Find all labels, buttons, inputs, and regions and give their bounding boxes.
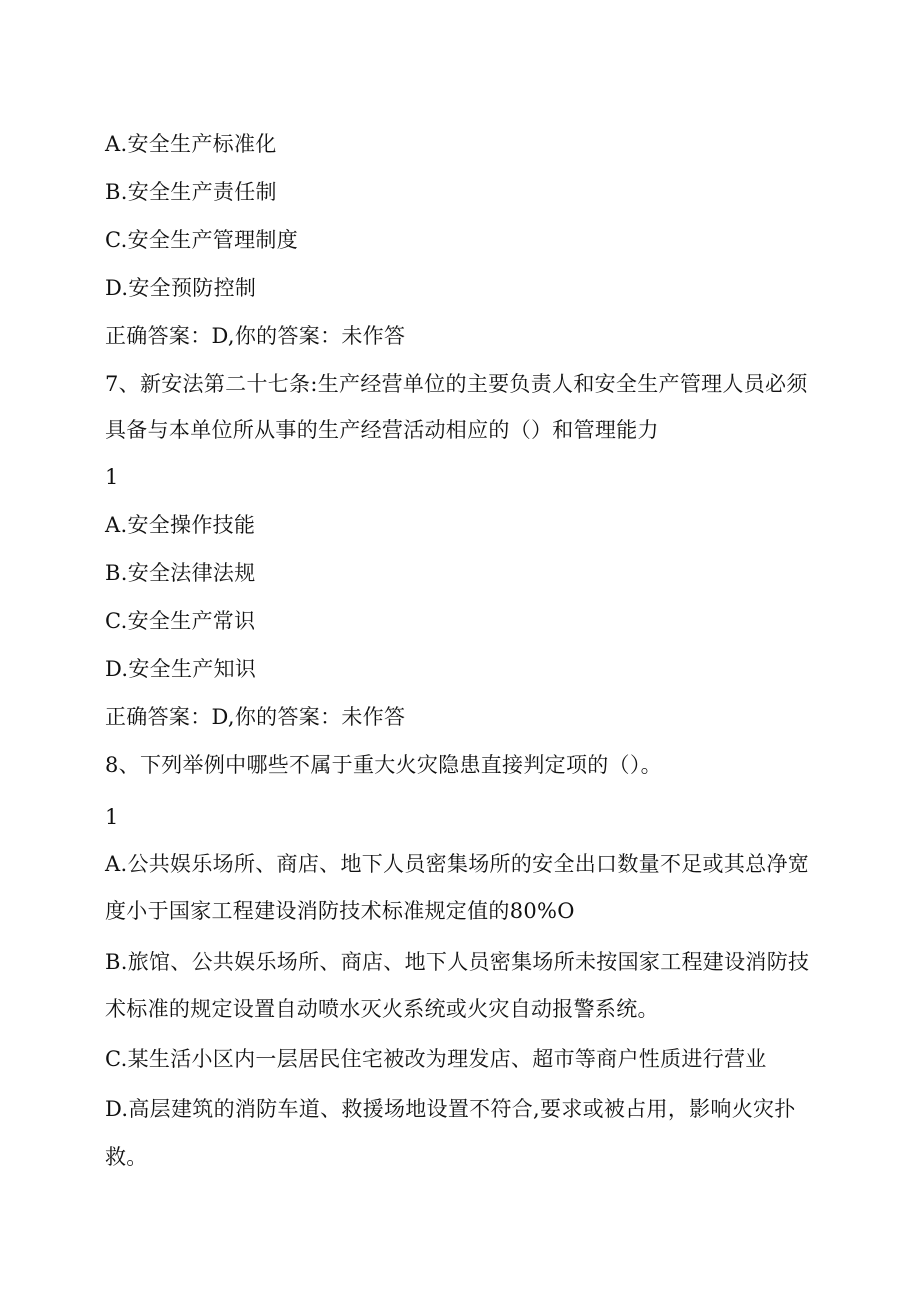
q8-option-b-line-1: B.旅馆、公共娱乐场所、商店、地下人员密集场所未按国家工程建设消防技 [105,950,810,974]
q8-option-d-line-1: D.高层建筑的消防车道、救援场地设置不符合,要求或被占用，影响火灾扑 [105,1097,796,1121]
q7-answer: 正确答案：D,你的答案：未作答 [105,705,406,729]
q8-option-a-line-2: 度小于国家工程建设消防技术标准规定值的80%O [105,899,575,923]
q6-option-a: A.安全生产标准化 [105,132,277,156]
q8-stem: 8、下列举例中哪些不属于重大火灾隐患直接判定项的（）。 [105,753,662,777]
q8-option-b-line-2: 术标准的规定设置自动喷水灭火系统或火灾自动报警系统。 [105,997,659,1021]
q8-option-c: C.某生活小区内一层居民住宅被改为理发店、超市等商户性质进行营业 [105,1047,767,1071]
q7-option-d: D.安全生产知识 [105,657,257,681]
q7-stem-line-1: 7、新安法第二十七条:生产经营单位的主要负责人和安全生产管理人员必须 [105,372,808,396]
q7-option-c: C.安全生产常识 [105,609,256,633]
q6-option-b: B.安全生产责任制 [105,180,277,204]
q6-option-d: D.安全预防控制 [105,276,257,300]
q8-option-d-line-2: 救。 [105,1145,148,1169]
q6-option-c: C.安全生产管理制度 [105,228,298,252]
q8-score: 1 [105,805,119,829]
q7-score: 1 [105,465,119,489]
q7-option-a: A.安全操作技能 [105,513,256,537]
q7-option-b: B.安全法律法规 [105,561,256,585]
q6-answer: 正确答案：D,你的答案：未作答 [105,324,406,348]
q7-stem-line-2: 具备与本单位所从事的生产经营活动相应的（）和管理能力 [105,418,659,442]
q8-option-a-line-1: A.公共娱乐场所、商店、地下人员密集场所的安全出口数量不足或其总净宽 [105,852,810,876]
